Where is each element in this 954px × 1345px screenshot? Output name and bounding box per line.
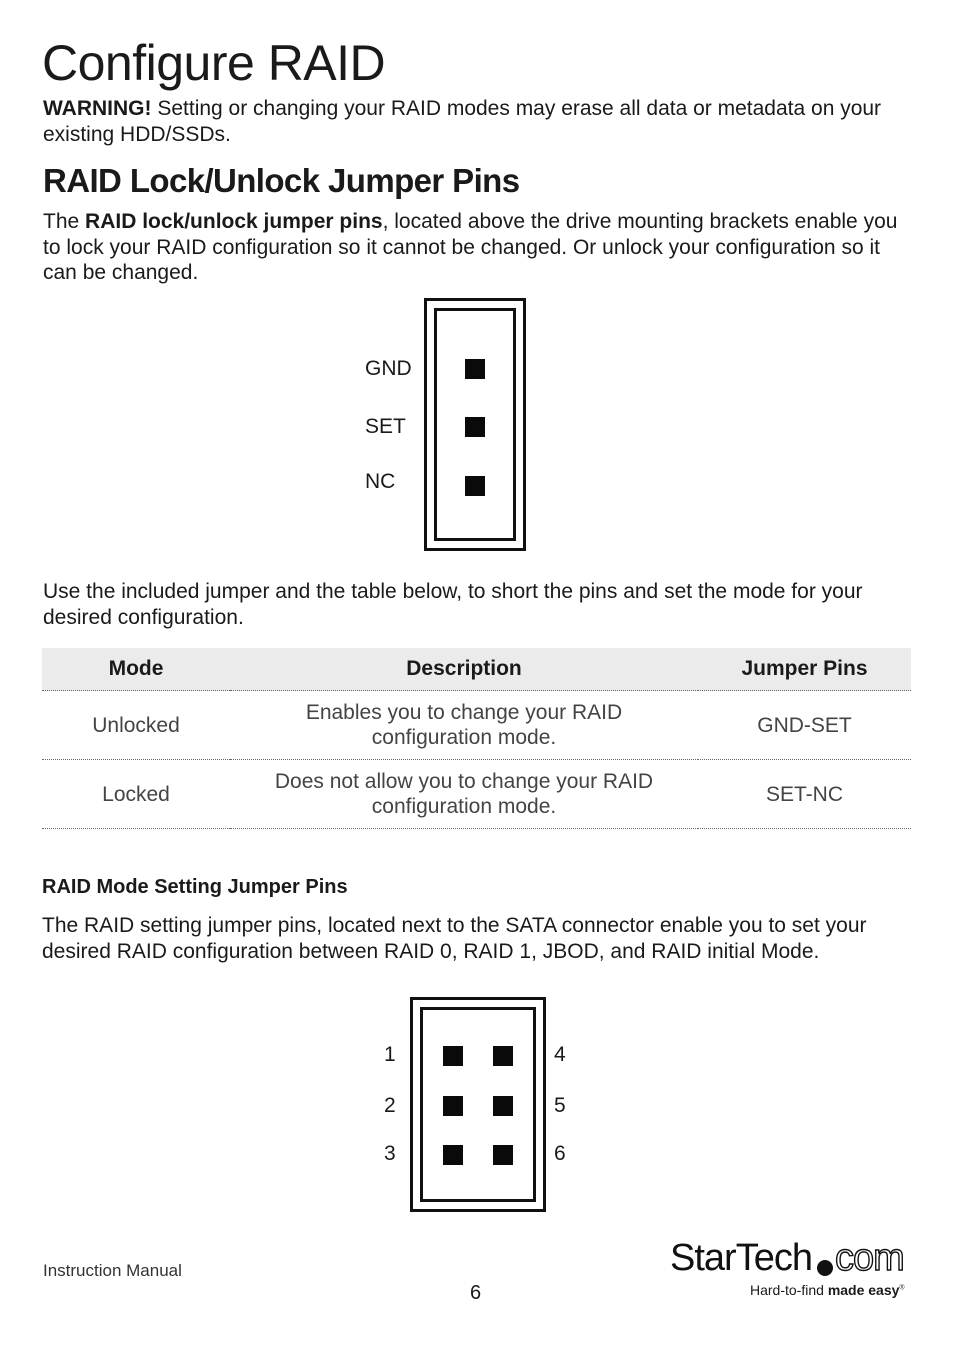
svg-text:StarTech: StarTech bbox=[670, 1237, 812, 1279]
tagline-text: Hard-to-find bbox=[750, 1282, 828, 1298]
warning-text: Setting or changing your RAID modes may erase all data or metadata on your existing HDD/SSDs. bbox=[43, 97, 882, 146]
warning-paragraph bbox=[43, 96, 913, 147]
tagline-bold: made easy bbox=[827, 1282, 900, 1298]
pin-2 bbox=[443, 1096, 463, 1116]
cell-jumper-pins: GND-SET bbox=[698, 691, 911, 760]
pin-gnd bbox=[465, 359, 485, 379]
page-title: Configure RAID bbox=[42, 35, 386, 91]
footer-manual-label: Instruction Manual bbox=[43, 1261, 182, 1280]
cell-mode: Locked bbox=[42, 760, 230, 829]
section-heading-lock-unlock: RAID Lock/Unlock Jumper Pins bbox=[43, 162, 520, 199]
mode-jumper-inner-frame bbox=[420, 1007, 536, 1202]
pin-set bbox=[465, 417, 485, 437]
pin-1 bbox=[443, 1046, 463, 1066]
pin-4 bbox=[493, 1046, 513, 1066]
pin-number-3: 3 bbox=[384, 1142, 396, 1165]
section-heading-mode-setting: RAID Mode Setting Jumper Pins bbox=[42, 876, 348, 898]
pin-number-5: 5 bbox=[554, 1094, 566, 1117]
pin-number-1: 1 bbox=[384, 1043, 396, 1066]
pin-number-2: 2 bbox=[384, 1094, 396, 1117]
pin-label-set: SET bbox=[365, 415, 406, 438]
intro-text-cont: , located above the drive mounting brackets enable you to lock your RAID configuration so it cannot be changed. Or unlock your configuration so it can be changed. bbox=[43, 210, 898, 284]
mode-jumper-diagram bbox=[410, 997, 546, 1212]
startech-logo bbox=[670, 1232, 910, 1302]
pin-number-4: 4 bbox=[554, 1043, 566, 1066]
cell-description: Does not allow you to change your RAID configuration mode. bbox=[230, 760, 698, 829]
header-mode: Mode bbox=[42, 648, 230, 691]
header-description: Description bbox=[230, 648, 698, 691]
pin-label-nc: NC bbox=[365, 470, 396, 493]
warning-label: WARNING! bbox=[43, 97, 152, 120]
cell-jumper-pins: SET-NC bbox=[698, 760, 911, 829]
table-row bbox=[42, 760, 911, 829]
intro-text: The bbox=[43, 210, 86, 233]
pin-number-6: 6 bbox=[554, 1142, 566, 1165]
page-number: 6 bbox=[470, 1282, 482, 1304]
logo-tagline: Hard-to-find made easy® bbox=[750, 1282, 905, 1298]
pin-6 bbox=[493, 1145, 513, 1165]
pin-nc bbox=[465, 476, 485, 496]
jumper-instructions: Use the included jumper and the table below, to short the pins and set the mode for your desired configuration. bbox=[43, 580, 863, 629]
lock-unlock-intro bbox=[43, 209, 913, 286]
table-row bbox=[42, 691, 911, 760]
jumper-mode-table bbox=[42, 648, 911, 829]
mode-setting-text: The RAID setting jumper pins, located next to the SATA connector enable you to set your desired RAID configuration between RAID 0, RAID 1, JBOD, and RAID initial Mode. bbox=[42, 914, 867, 963]
svg-text:com: com bbox=[835, 1237, 904, 1279]
header-jumper-pins: Jumper Pins bbox=[698, 648, 911, 691]
pin-5 bbox=[493, 1096, 513, 1116]
table-header-row bbox=[42, 648, 911, 691]
pin-3 bbox=[443, 1145, 463, 1165]
cell-mode: Unlocked bbox=[42, 691, 230, 760]
intro-bold-text: RAID lock/unlock jumper pins bbox=[85, 210, 383, 233]
pin-label-gnd: GND bbox=[365, 357, 412, 380]
cell-description: Enables you to change your RAID configuration mode. bbox=[230, 691, 698, 760]
